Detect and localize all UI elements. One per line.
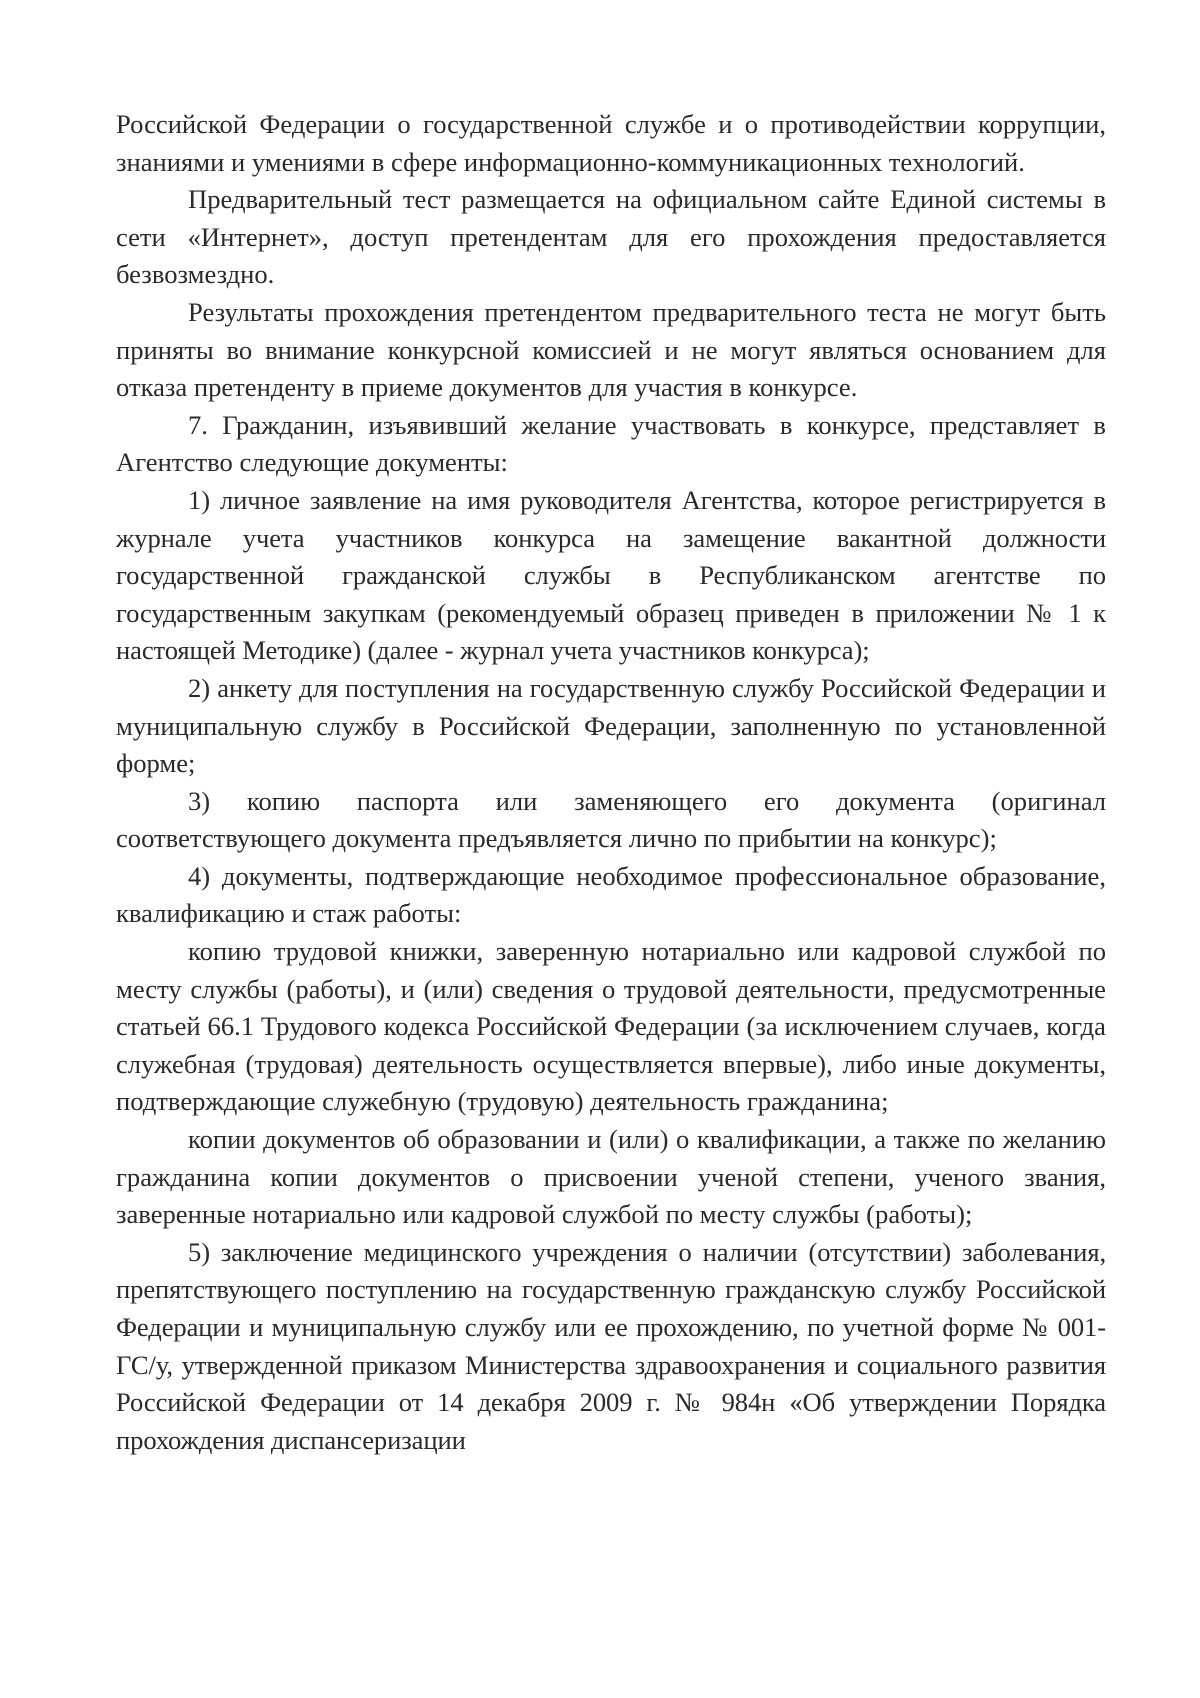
paragraph-subitem-2: 2) анкету для поступления на государственную службу Российской Федерации и муниципальную службу в Российской Федерации, заполненную по установленной форме; — [116, 672, 1106, 779]
paragraph-subitem-4: 4) документы, подтверждающие необходимое профессиональное образование, квалификацию и стаж работы: — [116, 860, 1106, 929]
document-body — [116, 106, 1106, 1459]
paragraph-test-results: Результаты прохождения претендентом предварительного теста не могут быть приняты во внимание конкурсной комиссией и не могут являться основанием для отказа претенденту в приеме документов для участия в конкурсе. — [116, 296, 1106, 403]
paragraph-work-record: копию трудовой книжки, заверенную нотариально или кадровой службой по месту службы (работы), и (или) сведения о трудовой деятельности, предусмотренные статьей 66.1 Трудового кодекса Российской Федерации (за исключением случаев, когда служебная (трудовая) деятельность осуществляется впервые), либо иные документы, подтверждающие служебную (трудовую) деятельность гражданина; — [116, 936, 1106, 1117]
paragraph-subitem-1: 1) личное заявление на имя руководителя Агентства, которое регистрируется в журнале учета участников конкурса на замещение вакантной должности государственной гражданской службы в Республиканском агентстве по государственным закупкам (рекомендуемый образец приведен в приложении № 1 к настоящей Методике) (далее - журнал учета участников конкурса); — [116, 484, 1106, 666]
paragraph-subitem-5: 5) заключение медицинского учреждения о наличии (отсутствии) заболевания, препятствующего поступлению на государственную гражданскую службу Российской Федерации и муниципальную службу или ее прохождению, по учетной форме № 001-ГС/у, утвержденной приказом Министерства здравоохранения и социального развития Российской Федерации от 14 декабря 2009 г. № 984н «Об утверждении Порядка прохождения диспансеризации — [116, 1236, 1106, 1455]
paragraph-continuation: Российской Федерации о государственной службе и о противодействии коррупции, знаниями и умениями в сфере информационно-коммуникационных технологий. — [116, 109, 1106, 177]
paragraph-item-7: 7. Гражданин, изъявивший желание участвовать в конкурсе, представляет в Агентство следующие документы: — [116, 409, 1106, 478]
paragraph-education-docs: копии документов об образовании и (или) о квалификации, а также по желанию гражданина копии документов о присвоении ученой степени, ученого звания, заверенные нотариально или кадровой службой по месту службы (работы); — [116, 1124, 1106, 1230]
paragraph-preliminary-test: Предварительный тест размещается на официальном сайте Единой системы в сети «Интернет», доступ претендентам для его прохождения предоставляется безвозмездно. — [116, 184, 1106, 290]
paragraph-subitem-3: 3) копию паспорта или заменяющего его документа (оригинал соответствующего документа предъявляется лично по прибытии на конкурс); — [116, 785, 1106, 854]
